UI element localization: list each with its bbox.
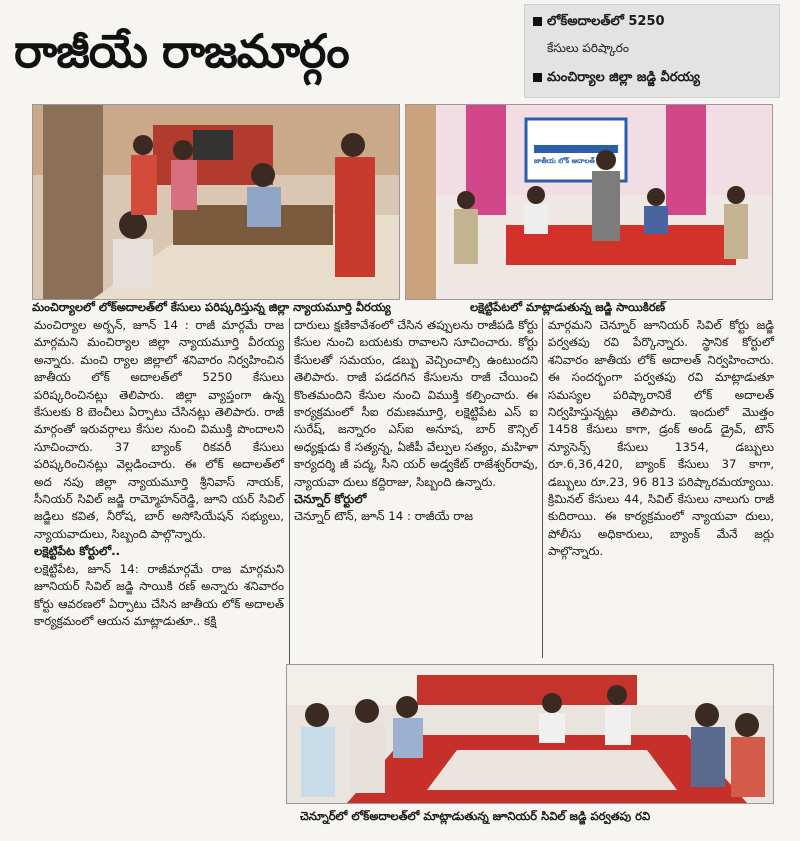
photo2-banner-text: జాతీయ లోక్ అదాలత్ [534, 157, 595, 165]
col2-paragraph-1: దారులు క్షణికావేశంలో చేసిన తప్పులను రాజీపడి కోర్టు కేసుల నుంచి బయటకు రావాలని సూచించారు. కోర్టు కేసులతో సమయం, డబ్బు వెచ్చించాల్సి ఉంటుందని తెలిపారు. రాజీ పడదగిన కేసులను రాజీ చేయించి కొంతమందిని కేసుల నుంచి విముక్తి కల్పించారు. ఈ కార్యక్రమంలో సీఐ రమణమూర్తి, లక్షెట్టిపేట ఎస్ ఐ సురేష్, జన్నారం ఎస్ఐ అనూష, బార్ కౌన్సిల్ అధ్యక్షుడు కే సత్యన్న, ఏజీపీ వేల్పుల సత్యం, మహిళా కార్యదర్శి జీ పద్మ, సీని యర్ అడ్వకేట్ రాజేశ్వర్‌రావు, న్యాయవా దులు కద్దిరాజు, సిబ్బంది ఉన్నారు. [294, 318, 538, 489]
headline: రాజీయే రాజమార్గం [14, 24, 349, 78]
col3-paragraph-1: మార్గమని చెన్నూర్ జూనియర్ సివిల్ కోర్టు జడ్జి పర్వతపు రవి పేర్కొన్నారు. స్థానిక కోర్టులో శనివారం జాతీయ లోక్ అదాలత్ నిర్వహించారు. ఈ సందర్భంగా పర్వతపు రవి మాట్లాడుతూ సమస్యల పరిష్కారానికే లోక్ అదాలత్ నిర్వహిస్తున్నట్లు తెలిపారు. ఇందులో మొత్తం 1458 కేసులు కాగా, డ్రంక్ అండ్ డ్రైవ్, టౌన్ న్యూసెన్స్ కేసులు 1354, డబ్బులు రూ.6,36,420, బ్యాంక్ కేసులు 37 కాగా, డబ్బులు రూ.23, 96 813 పరిష్కారమయ్యాయి. క్రిమినల్ కేసులు 44, సివిల్ కేసులు నాలుగు రాజీ కుదిరాయి. ఈ కార్యక్రమంలో న్యాయవా దులు, పోలీసు అధికారులు, బ్యాంక్ మేనే జర్లు పాల్గొన్నారు. [548, 318, 774, 559]
highlight-1-line2: కేసులు పరిష్కారం [547, 41, 629, 55]
photo-luxettipet [405, 104, 773, 300]
photo2-caption: లక్షెట్టిపేటలో మాట్లాడుతున్న జడ్జి సాయికిరణ్ [470, 300, 666, 314]
highlight-1-line1: లోక్‌అదాలత్‌లో 5250 [547, 14, 665, 29]
column-divider [289, 318, 290, 676]
highlight-1 [533, 13, 665, 31]
bullet-icon [533, 17, 542, 26]
bullet-icon [533, 73, 542, 82]
photo-mancherial-lok-adalat [32, 104, 400, 300]
photo3-caption: చెన్నూర్‌లో లోక్‌అదాలత్‌లో మాట్లాడుతున్న జూనియర్ సివిల్ జడ్జి పర్వతపు రవి [300, 809, 651, 823]
photo-chennur [286, 664, 774, 804]
article-column-2 [294, 317, 538, 647]
highlight-2 [533, 69, 700, 87]
col2-paragraph-2: చెన్నూర్ టౌన్, జూన్ 14 : రాజీయే రాజ [294, 509, 473, 524]
photo1-caption: మంచిర్యాలలో లోక్‌అదాలత్‌లో కేసులు పరిష్కరిస్తున్న జిల్లా న్యాయమూర్తి వీరయ్య [32, 300, 391, 314]
article-column-1 [34, 317, 284, 827]
article-column-3 [548, 317, 774, 657]
col1-paragraph-2: లక్షెట్టిపేట, జూన్ 14: రాజీమార్గమే రాజ మార్గమని జూనియర్ సివిల్ జడ్జి సాయికి రణ్ అన్నారు శనివారం కోర్టు ఆవరణలో ఏర్పాటు చేసిన జాతీయ లోక్ అదాలత్ కార్యక్రమంలో ఆయన మాట్లాడుతూ.. కక్షి [34, 561, 284, 628]
col1-subheading: లక్షెట్టిపేట కోర్టులో.. [34, 544, 121, 559]
column-divider [542, 318, 543, 658]
highlight-2-line1: మంచిర్యాల జిల్లా జడ్జి వీరయ్య [547, 70, 700, 85]
col1-paragraph-1: మంచిర్యాల అర్బన్, జూన్ 14 : రాజీ మార్గమే రాజ మార్గమని మంచిర్యాల జిల్లా న్యాయమూర్తి వీరయ్య అన్నారు. మంచి ర్యాల జిల్లాలో శనివారం నిర్వహించిన జాతీయ లోక్ అదాలత్‌లో 5250 కేసులు పరిష్కరించినట్లు తెలిపారు. జిల్లా వ్యాప్తంగా ఉన్న కేసులకు 8 బెంచీలు ఏర్పాటు చేసినట్లు తెలిపారు. రాజీ మార్గంతో ఇరువర్గాలు కేసుల నుంచి విముక్తి పొందాలని సూచించారు. 37 బ్యాంక్ రికవరీ కేసులు పరిష్కరించినట్లు వెల్లడించారు. ఈ లోక్ అదాలత్‌లో అద నపు జిల్లా న్యాయమూర్తి శ్రీనివాస్ నాయక్, సీనియర్ సివిల్ జడ్జి రామ్మోహన్‌రెడ్డి, జూని యర్ సివిల్ జడ్జిలు కవిత, నీరోష, బార్ అసోసియేషన్ సభ్యులు, న్యాయవాదులు, సిబ్బంది పాల్గొన్నారు. [34, 318, 284, 541]
col2-subheading: చెన్నూర్ కోర్టులో [294, 492, 367, 507]
highlights-box [524, 4, 780, 98]
